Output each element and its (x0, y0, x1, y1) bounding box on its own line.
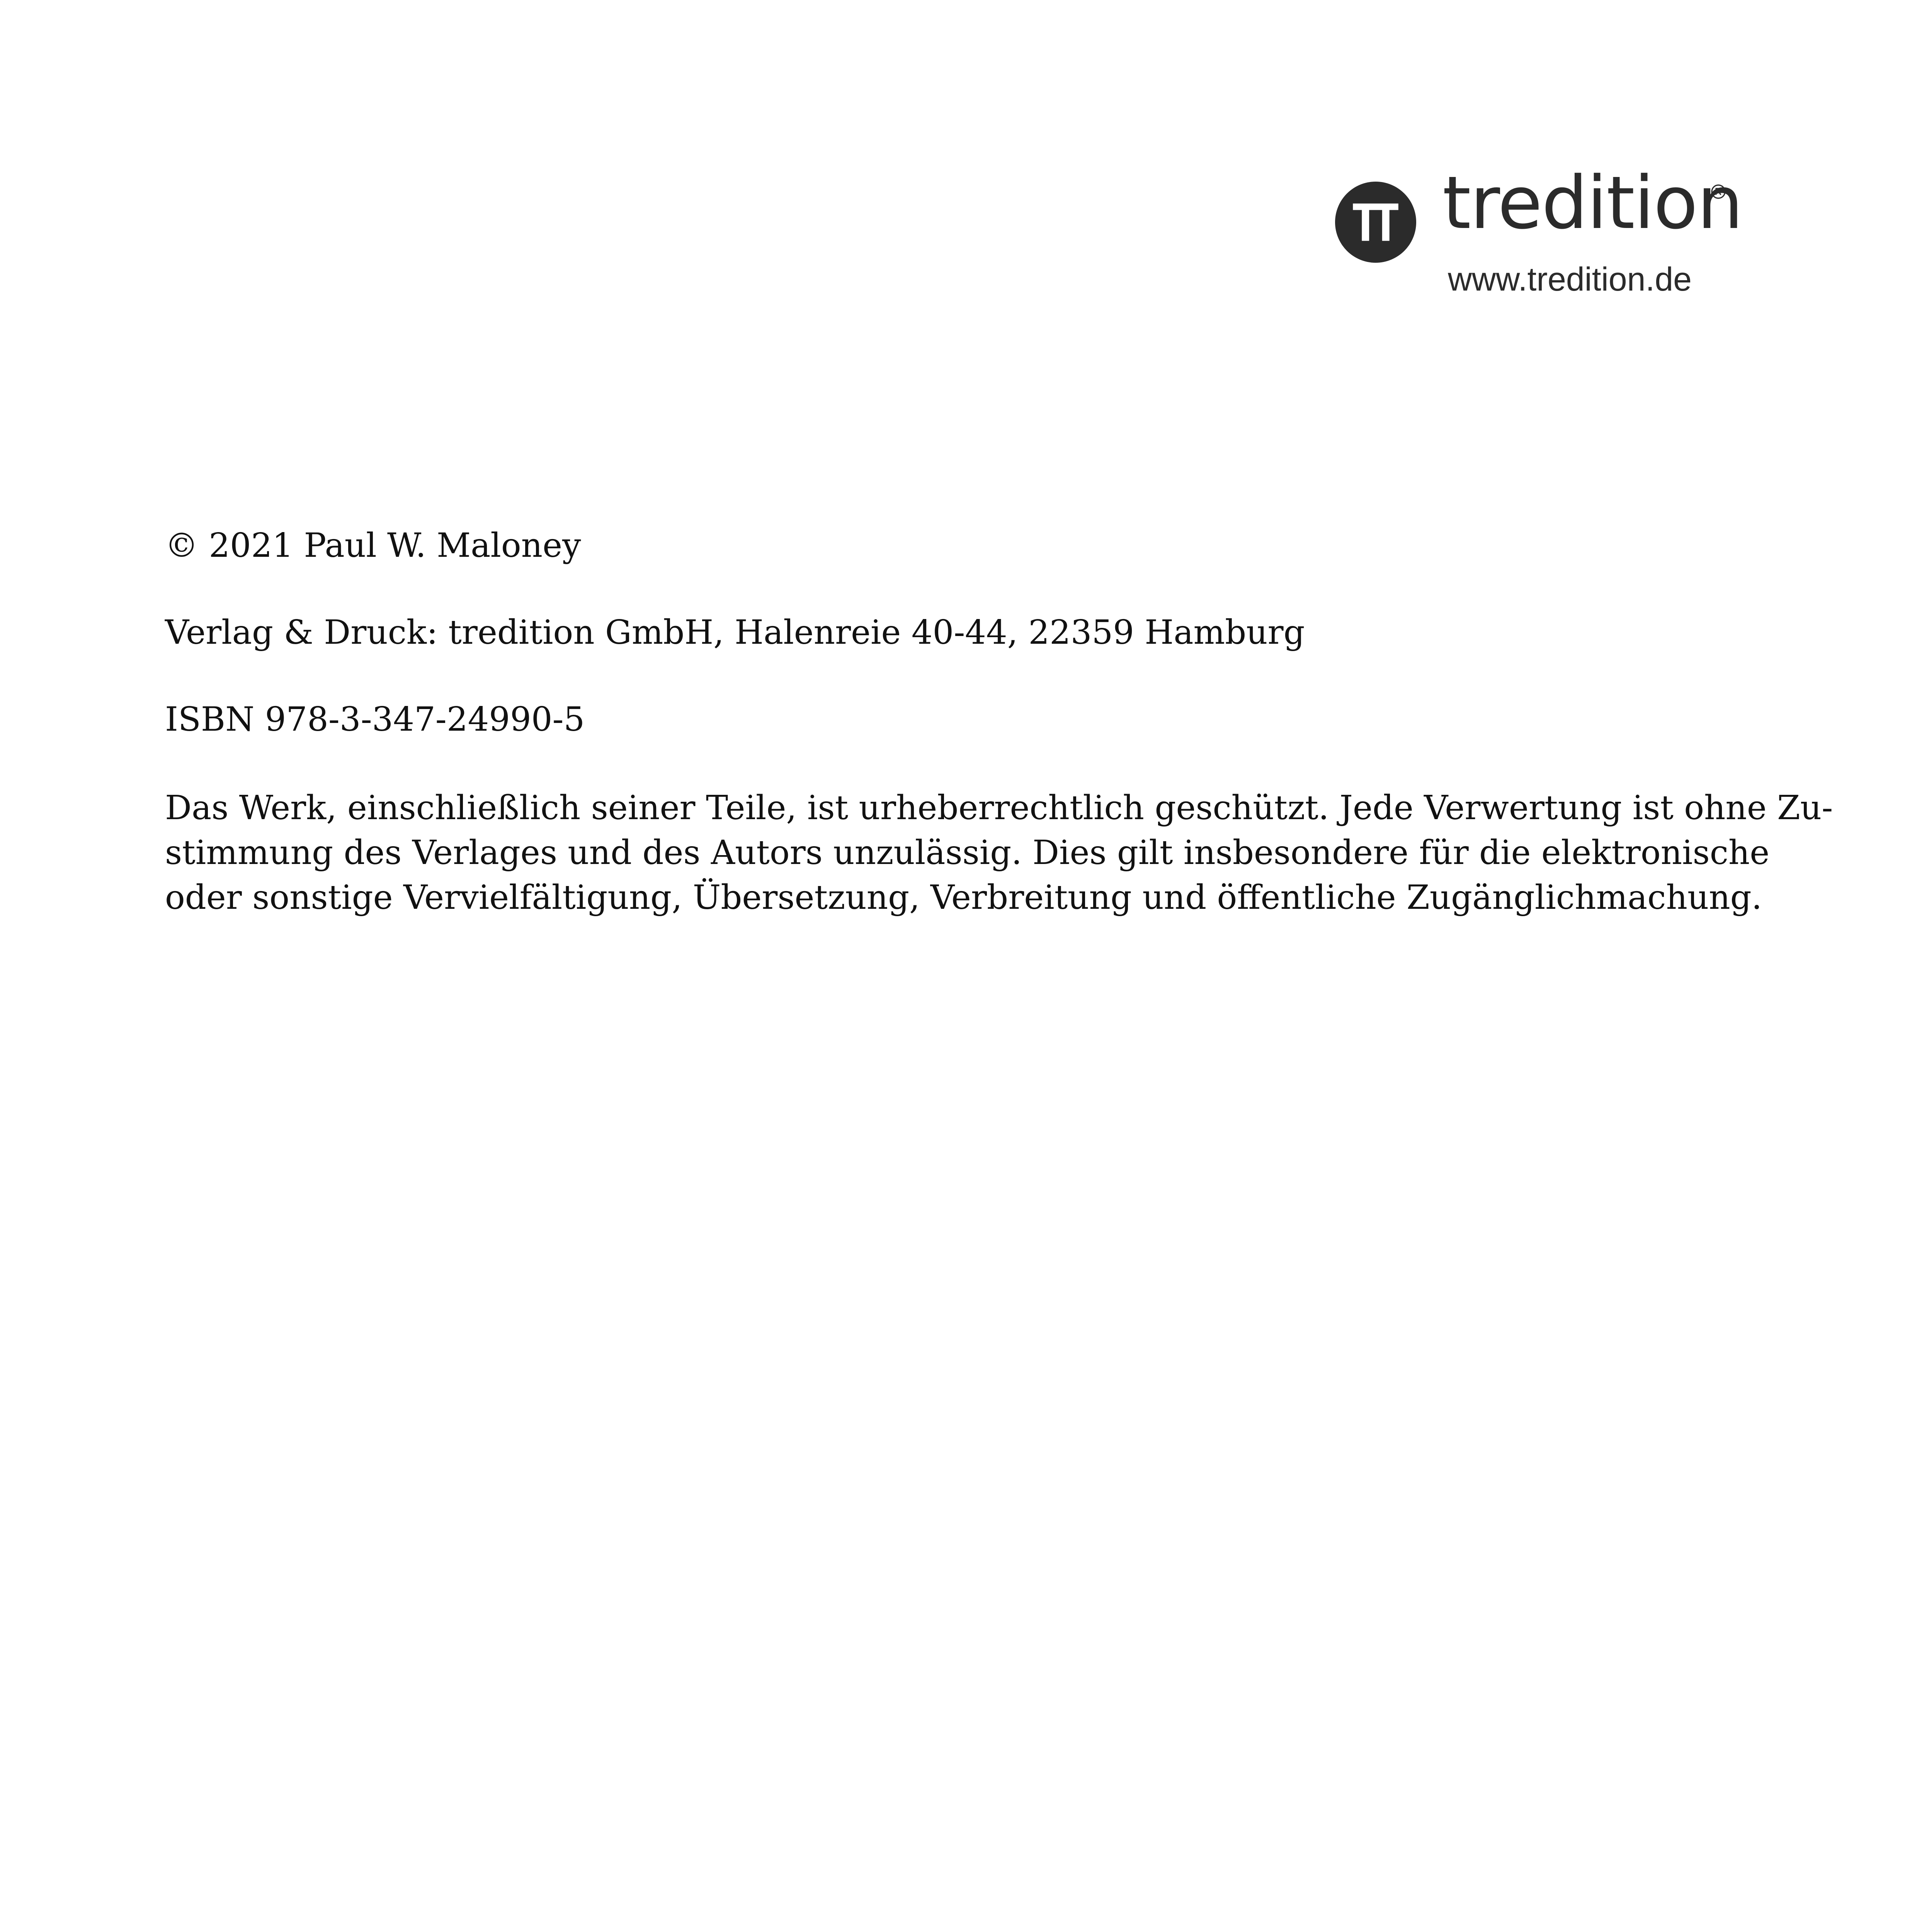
rights-notice-line: oder sonstige Vervielfältigung, Übersetzung, Verbreitung und öffentliche Zugänglichmachung. (165, 878, 1762, 917)
tredition-logo-icon (1335, 182, 1416, 263)
rights-notice (165, 786, 1833, 920)
publisher-line: Verlag & Druck: tredition GmbH, Halenreie 40-44, 22359 Hamburg (165, 613, 1305, 652)
isbn-line: ISBN 978-3-347-24990-5 (165, 700, 585, 739)
registered-trademark-icon (1711, 184, 1726, 199)
publisher-logo (1335, 161, 1743, 305)
copyright-line: © 2021 Paul W. Maloney (165, 526, 581, 565)
rights-notice-line: Das Werk, einschließlich seiner Teile, ist urheberrechtlich geschützt. Jede Verwertung ist ohne Zu- (165, 789, 1833, 827)
logo-wordmark: tredition (1442, 161, 1743, 245)
logo-url: www.tredition.de (1448, 261, 1692, 298)
rights-notice-line: stimmung des Verlages und des Autors unzulässig. Dies gilt insbesondere für die elektronische (165, 833, 1770, 872)
